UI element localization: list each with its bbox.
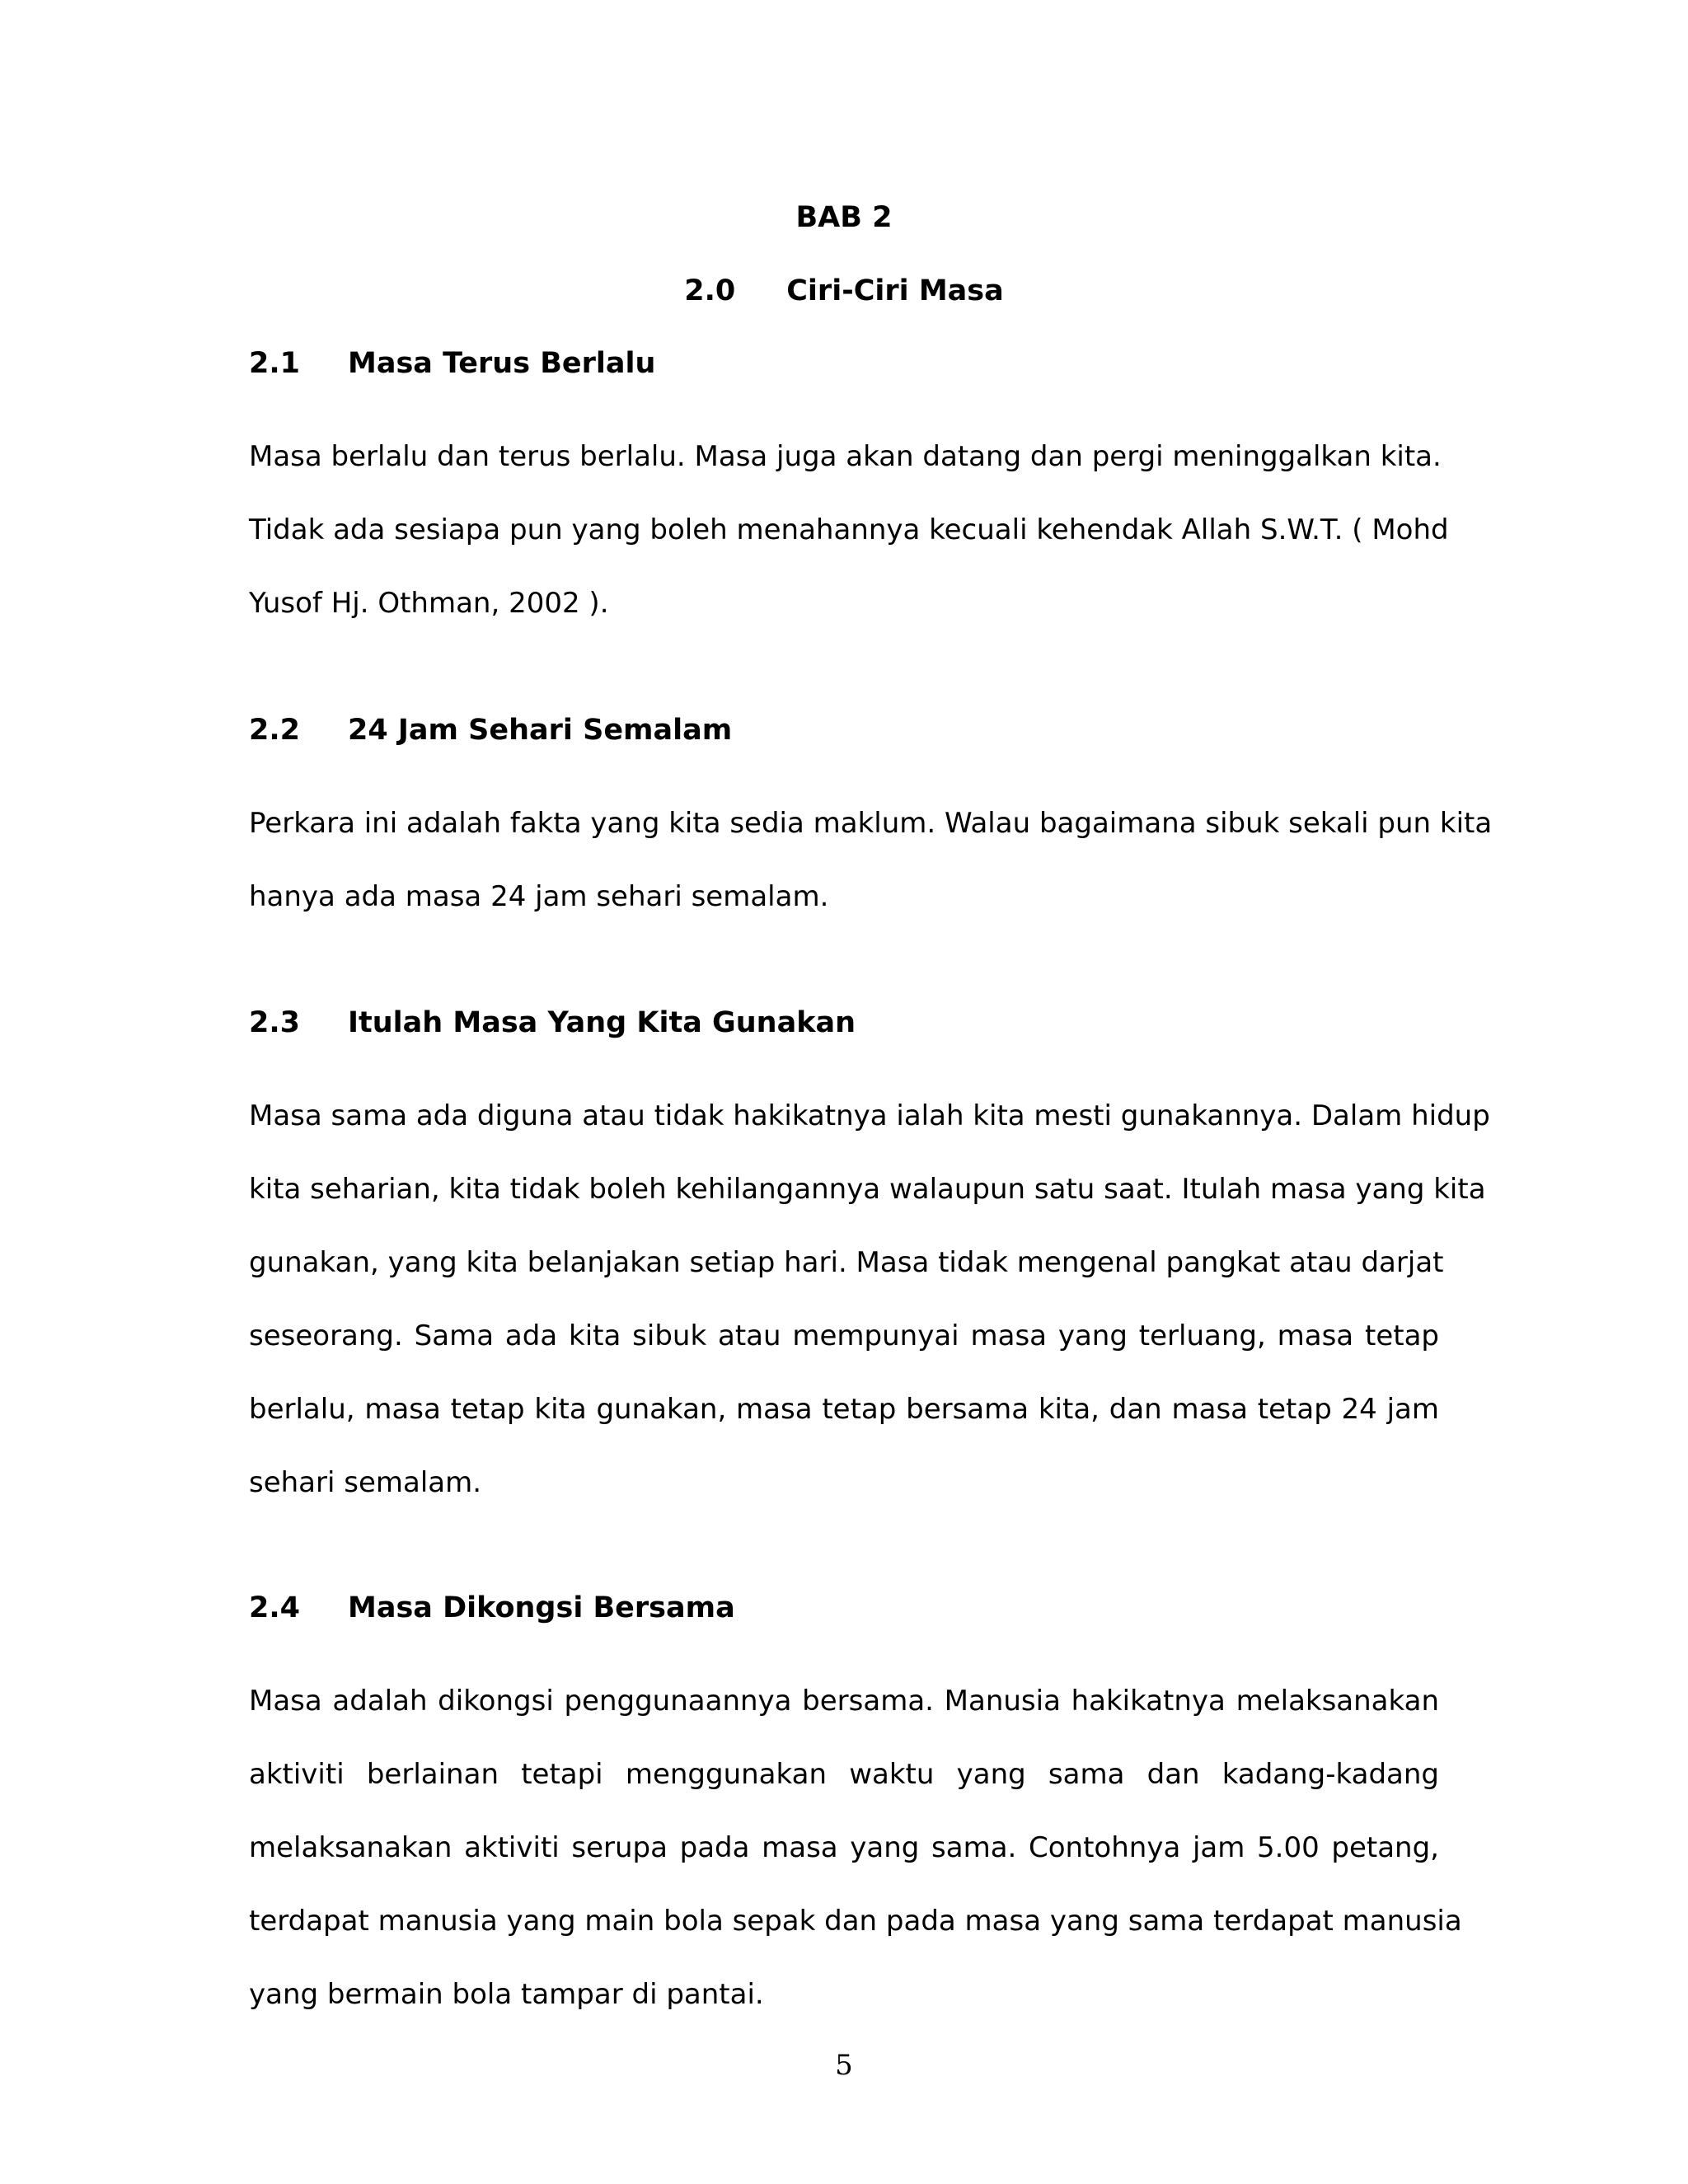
section-2-4 <box>249 1591 1462 2032</box>
section-heading <box>249 347 1439 380</box>
paragraph-line: Masa adalah dikongsi penggunaannya bersama. Manusia hakikatnya melaksanakan <box>249 1685 1439 1718</box>
paragraph-line: gunakan, yang kita belanjakan setiap hari. Masa tidak mengenal pangkat atau darjat <box>249 1246 1444 1279</box>
chapter-number: 2.0 <box>684 274 736 307</box>
section-title: 24 Jam Sehari Semalam <box>348 714 733 747</box>
paragraph-line: melaksanakan aktiviti serupa pada masa yang sama. Contohnya jam 5.00 petang, <box>249 1831 1439 1864</box>
section-number: 2.3 <box>249 1006 301 1039</box>
paragraph-line: aktiviti berlainan tetapi menggunakan waktu yang sama dan kadang-kadang <box>249 1758 1439 1791</box>
section-2-3 <box>249 1006 1490 1520</box>
section-paragraph <box>249 420 1449 640</box>
paragraph-line: Tidak ada sesiapa pun yang boleh menahannya kecuali kehendak Allah S.W.T. ( Mohd <box>249 513 1449 546</box>
section-heading <box>249 1591 1439 1624</box>
section-2-2 <box>249 714 1493 934</box>
paragraph-line: berlalu, masa tetap kita gunakan, masa tetap bersama kita, dan masa tetap 24 jam <box>249 1393 1439 1426</box>
page-number: 5 <box>835 2049 853 2082</box>
paragraph-line: Perkara ini adalah fakta yang kita sedia maklum. Walau bagaimana sibuk sekali pun kita <box>249 807 1493 840</box>
section-title: Masa Terus Berlalu <box>348 347 656 380</box>
paragraph-line: seseorang. Sama ada kita sibuk atau mempunyai masa yang terluang, masa tetap <box>249 1319 1439 1352</box>
paragraph-line: yang bermain bola tampar di pantai. <box>249 1978 764 2011</box>
section-number: 2.2 <box>249 714 301 747</box>
chapter-heading <box>0 274 1688 307</box>
paragraph-line: Masa sama ada diguna atau tidak hakikatnya ialah kita mesti gunakannya. Dalam hidup <box>249 1099 1490 1132</box>
paragraph-line: kita seharian, kita tidak boleh kehilangannya walaupun satu saat. Itulah masa yang kita <box>249 1173 1486 1206</box>
section-heading <box>249 1006 1439 1039</box>
paragraph-line: Yusof Hj. Othman, 2002 ). <box>249 587 609 620</box>
section-paragraph <box>249 1665 1462 2032</box>
paragraph-line: terdapat manusia yang main bola sepak dan pada masa yang sama terdapat manusia <box>249 1905 1462 1938</box>
chapter-title: Ciri-Ciri Masa <box>786 274 1004 307</box>
section-heading <box>249 714 1439 747</box>
section-title: Itulah Masa Yang Kita Gunakan <box>348 1006 856 1039</box>
chapter-label: BAB 2 <box>795 201 893 234</box>
section-paragraph <box>249 1080 1490 1520</box>
section-number: 2.4 <box>249 1591 301 1624</box>
section-paragraph <box>249 787 1493 934</box>
section-number: 2.1 <box>249 347 301 380</box>
paragraph-line: Masa berlalu dan terus berlalu. Masa juga akan datang dan pergi meninggalkan kita. <box>249 440 1442 473</box>
section-title: Masa Dikongsi Bersama <box>348 1591 735 1624</box>
paragraph-line: sehari semalam. <box>249 1466 482 1499</box>
section-2-1 <box>249 347 1449 640</box>
paragraph-line: hanya ada masa 24 jam sehari semalam. <box>249 880 829 913</box>
